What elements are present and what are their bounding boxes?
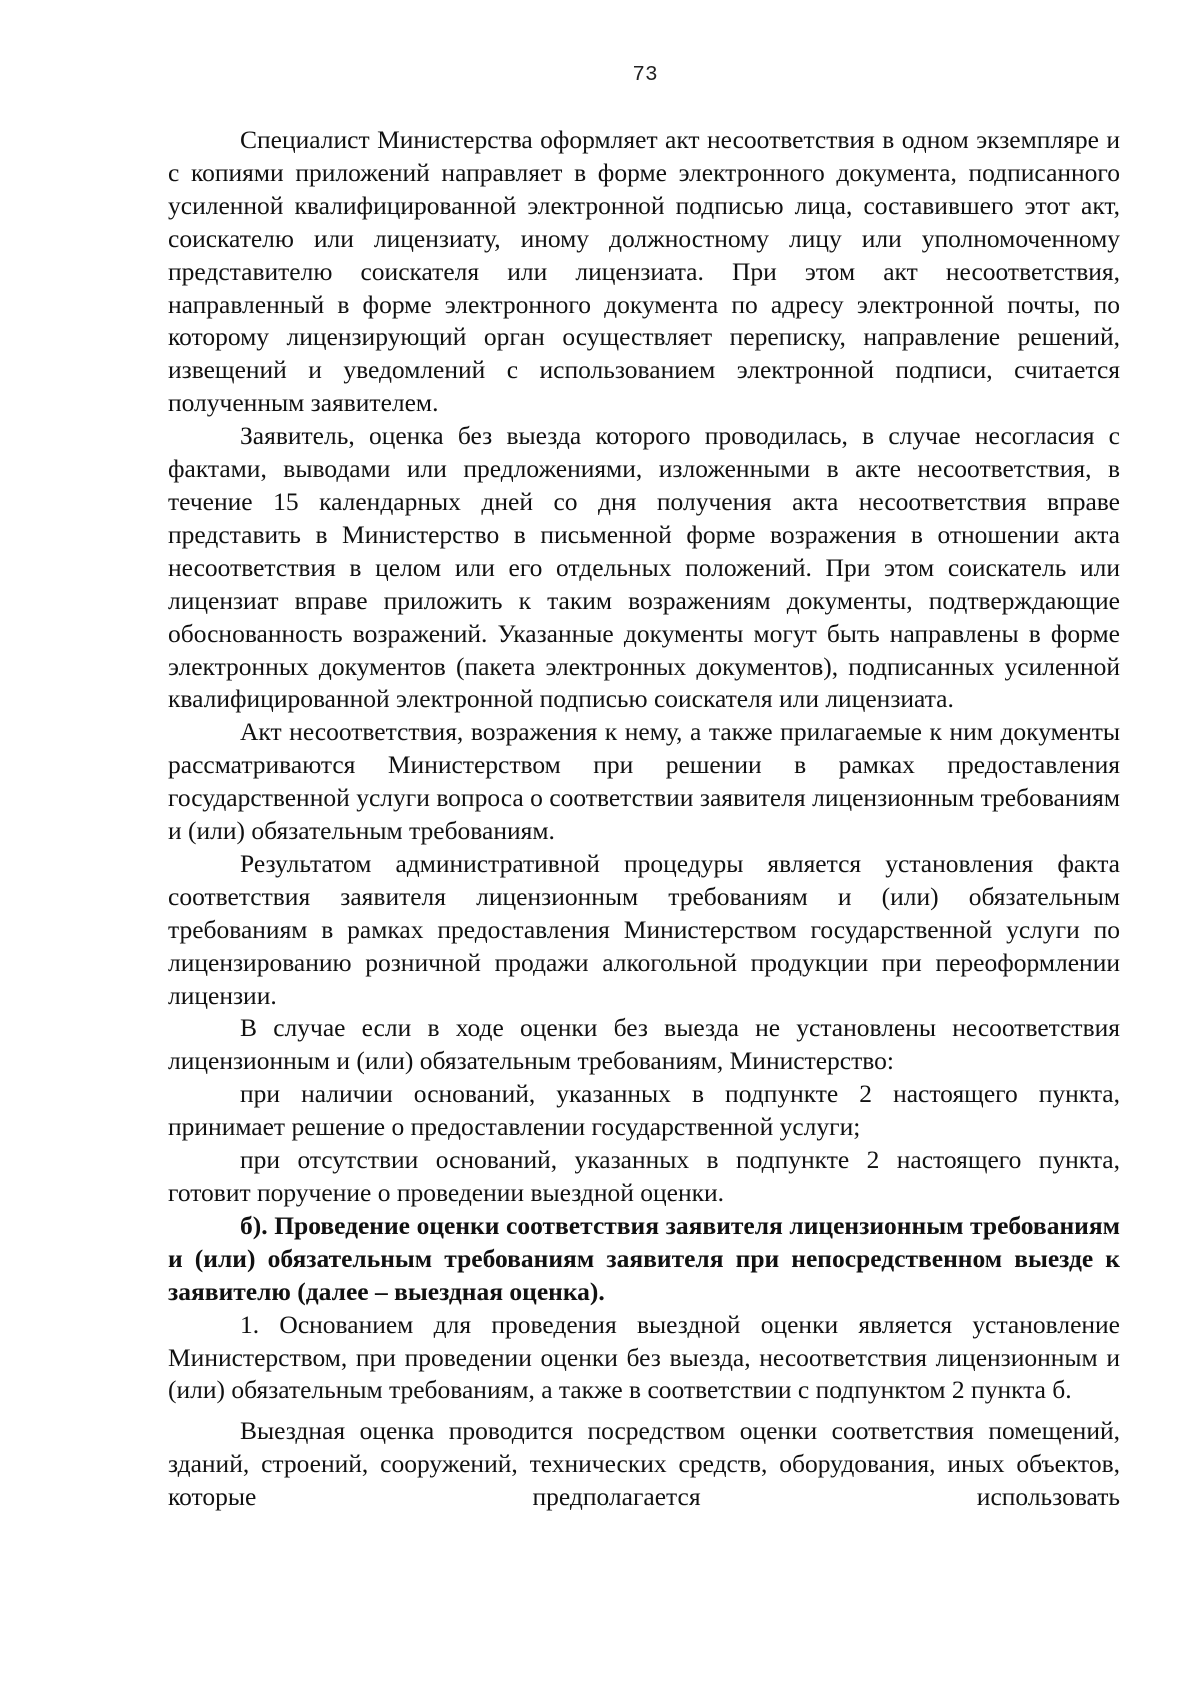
paragraph-no-nonconformity: В случае если в ходе оценки без выезда не установлены несоответствия лицензионным и (или) обязательным требованиям, Министерство: <box>168 1013 1120 1076</box>
paragraph-applicant-objections: Заявитель, оценка без выезда которого проводилась, в случае несогласия с фактами, выводами или предложениями, изложенными в акте несоответствия, в течение 15 календарных дней со дня получения акта несоответствия вправе представить в Министерство в письменной форме возражения в отношении акта несоответствия в целом или его отдельных положений. При этом соискатель или лицензиат вправе приложить к таким возражениям документы, подтверждающие обоснованность возражений. Указанные документы могут быть направлены в форме электронных документов (пакета электронных документов), подписанных усиленной квалифицированной электронной подписью соискателя или лицензиата. <box>168 421 1120 714</box>
document-body <box>168 124 1120 1514</box>
paragraph-onsite-method: Выездная оценка проводится посредством оценки соответствия помещений, зданий, строений, сооружений, технических средств, оборудования, иных объектов, которые предполагается использовать <box>168 1416 1120 1512</box>
paragraph-onsite-grounds: 1. Основанием для проведения выездной оценки является установление Министерством, при проведении оценки без выезда, несоответствия лицензионным и (или) обязательным требованиям, а также в соответствии с подпунктом 2 пункта б. <box>168 1309 1120 1405</box>
paragraph-grounds-present: при наличии оснований, указанных в подпункте 2 настоящего пункта, принимает решение о предоставлении государственной услуги; <box>168 1079 1120 1142</box>
section-heading-onsite-assessment: б). Проведение оценки соответствия заявителя лицензионным требованиям и (или) обязательным требованиям заявителя при непосредственном выезде к заявителю (далее – выездная оценка). <box>168 1210 1120 1306</box>
paragraph-procedure-result: Результатом административной процедуры является установления факта соответствия заявителя лицензионным требованиям и (или) обязательным требованиям в рамках предоставления Министерством государственной услуги по лицензированию розничной продажи алкогольной продукции при переоформлении лицензии. <box>168 848 1120 1010</box>
paragraph-grounds-absent: при отсутствии оснований, указанных в подпункте 2 настоящего пункта, готовит поручение о проведении выездной оценки. <box>168 1145 1120 1207</box>
paragraph-act-of-nonconformity: Специалист Министерства оформляет акт несоответствия в одном экземпляре и с копиями приложений направляет в форме электронного документа, подписанного усиленной квалифицированной электронной подписью лица, составившего этот акт, соискателю или лицензиату, иному должностному лицу или уполномоченному представителю соискателя или лицензиата. При этом акт несоответствия, направленный в форме электронного документа по адресу электронной почты, по которому лицензирующий орган осуществляет переписку, направление решений, извещений и уведомлений с использованием электронной подписи, считается полученным заявителем. <box>168 125 1120 418</box>
page-number: 73 <box>632 64 658 87</box>
paragraph-act-review: Акт несоответствия, возражения к нему, а также прилагаемые к ним документы рассматриваются Министерством при решении в рамках предоставления государственной услуги вопроса о соответствии заявителя лицензионным требованиям и (или) обязательным требованиям. <box>168 717 1120 846</box>
